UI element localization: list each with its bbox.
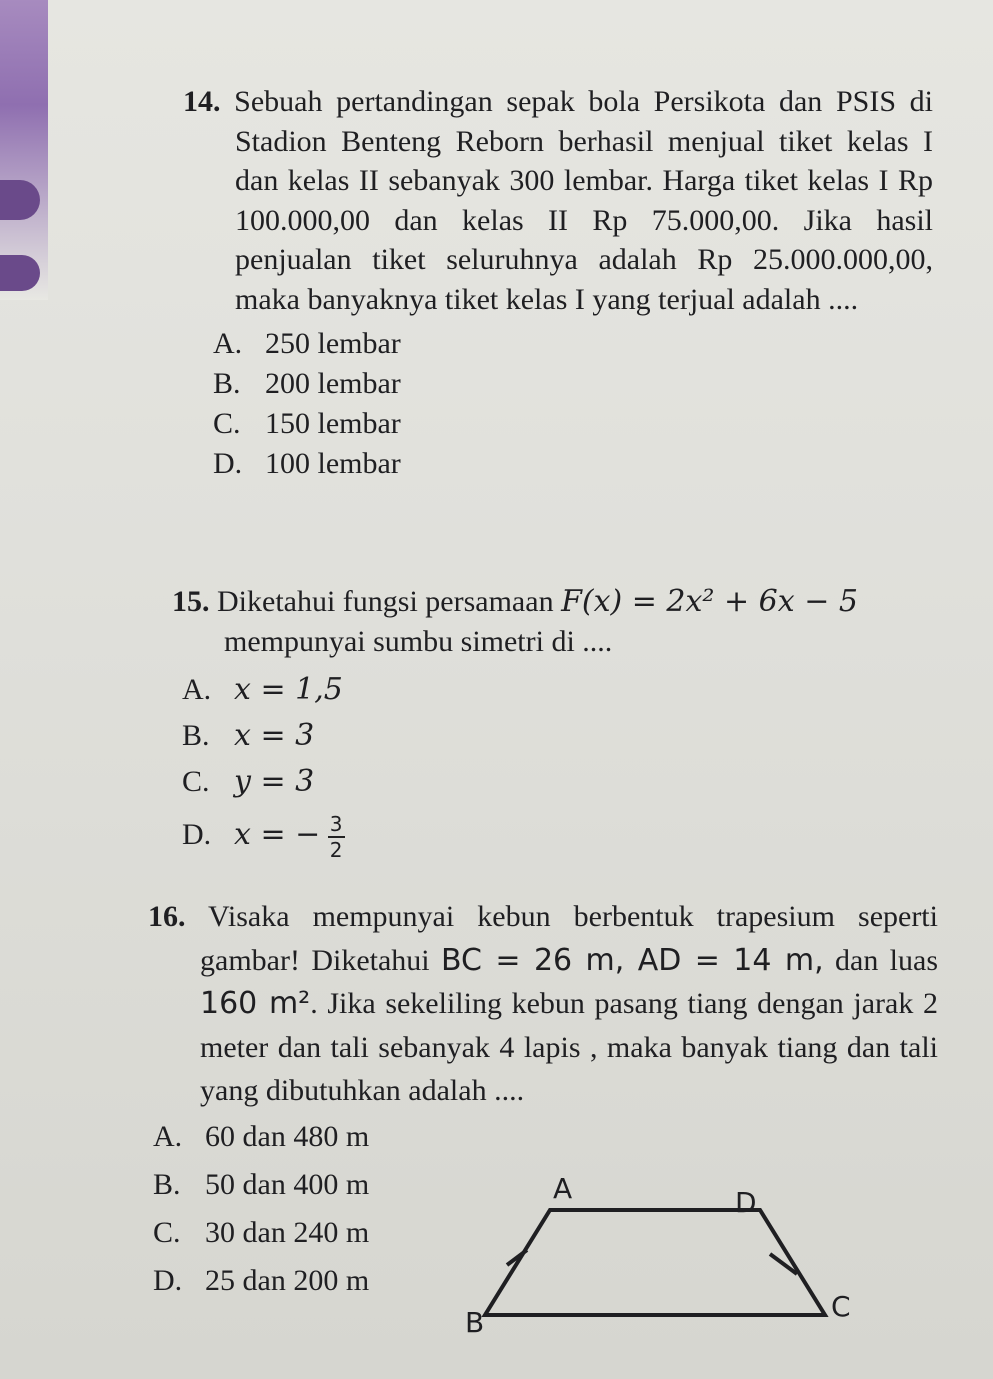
option-c[interactable]: C. 150 lembar — [213, 406, 401, 440]
option-a[interactable]: A. 60 dan 480 m — [153, 1119, 370, 1153]
question-14 — [183, 82, 933, 484]
trapezoid-shape — [485, 1210, 825, 1315]
question-stem: Sebuah pertandingan sepak bola Persikota dan PSIS di Stadion Benteng Reborn berhasil menjual tiket kelas I dan kelas II sebanyak 300 lembar. Harga tiket kelas I Rp 100.000,00 dan kelas II Rp 75.000,00. Jika hasil penjualan tiket seluruhnya adalah Rp 25.000.000,00, maka banyaknya tiket kelas I yang terjual adalah .... — [234, 85, 934, 316]
option-c[interactable]: C. y = 3 — [182, 764, 315, 800]
question-stem: Visaka mempunyai kebun berbentuk trapesium seperti gambar! Diketahui — [200, 900, 938, 977]
question-stem-cont: dan luas — [835, 943, 939, 977]
option-a[interactable]: A. x = 1,5 — [182, 672, 343, 708]
label-c: C — [831, 1290, 851, 1323]
area-value: 160 m² — [200, 986, 311, 1021]
strip-mark-icon — [0, 255, 40, 291]
question-15 — [172, 582, 932, 865]
option-d[interactable]: D. 100 lembar — [213, 446, 401, 480]
option-a[interactable]: A. 250 lembar — [213, 326, 401, 360]
option-b[interactable]: B. 50 dan 400 m — [153, 1167, 370, 1201]
label-b: B — [465, 1306, 485, 1339]
option-c[interactable]: C. 30 dan 240 m — [153, 1215, 370, 1249]
option-d[interactable]: D. 25 dan 200 m — [153, 1263, 370, 1297]
question-14-text — [183, 82, 933, 320]
question-stem-cont: mempunyai sumbu simetri di .... — [224, 624, 613, 658]
question-number: 15. — [172, 585, 210, 618]
question-stem: Diketahui fungsi persamaan — [217, 585, 554, 618]
equation: F(x) = 2x² + 6x − 5 — [561, 584, 858, 619]
option-b[interactable]: B. 200 lembar — [213, 366, 401, 400]
strip-mark-icon — [0, 180, 40, 220]
question-stem-end: . Jika sekeliling kebun pasang tiang dengan jarak 2 meter dan tali sebanyak 4 lapis , maka banyak tiang dan tali yang dibutuhkan adalah .... — [200, 987, 939, 1107]
options-list — [213, 324, 933, 484]
label-a: A — [553, 1172, 573, 1205]
question-number: 16. — [148, 900, 186, 933]
question-16-text — [148, 895, 938, 1113]
side-lengths: BC = 26 m, AD = 14 m, — [441, 942, 824, 978]
question-number: 14. — [183, 85, 221, 118]
question-15-text — [172, 582, 932, 661]
options-list — [182, 667, 932, 865]
option-d[interactable]: D. x = − $\frac{3}{2}$ — [182, 812, 343, 863]
label-d: D — [735, 1186, 757, 1219]
trapezoid-figure — [455, 1170, 875, 1340]
fraction: $\frac{3}{2}$ — [329, 812, 343, 863]
option-b[interactable]: B. x = 3 — [182, 718, 315, 754]
